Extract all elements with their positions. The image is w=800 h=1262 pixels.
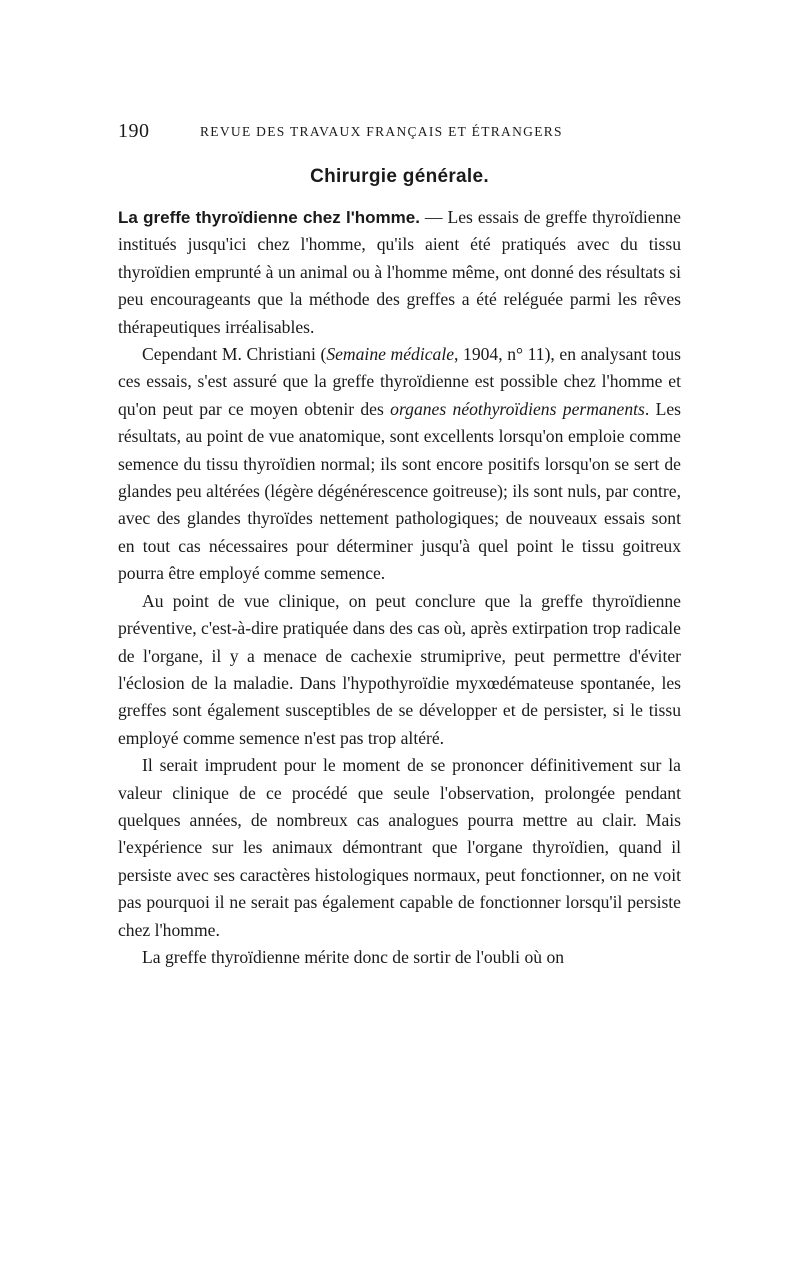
paragraph-1 [118, 204, 681, 341]
section-title: Chirurgie générale. [310, 166, 489, 187]
paragraph-3: Au point de vue clinique, on peut conclure que la greffe thyroïdienne préventive, c'est-à-dire pratiquée dans des cas où, après extirpation trop radicale de l'organe, il y a menace de cachexie strumiprive, peut permettre d'éviter l'éclosion de la maladie. Dans l'hypothyroïdie myxœdémateuse spontanée, les greffes sont également susceptibles de se développer et de persister, si le tissu employé comme semence n'est pas trop altéré. [118, 590, 681, 748]
paragraph-2-part-b: , 1904, n° 11), en analysant tous ces essais, s'est assuré que la greffe thyroïdienne est possible chez l'homme et qu'on peut par ce moyen obtenir des [118, 344, 681, 419]
emphasized-term: organes néothyroïdiens permanents [390, 398, 645, 419]
book-page [118, 120, 681, 971]
paragraph-2 [118, 341, 681, 588]
article-title: La greffe thyroïdienne chez l'homme. [118, 208, 420, 227]
page-number: 190 [118, 120, 150, 142]
paragraph-5: La greffe thyroïdienne mérite donc de sortir de l'oubli où on [142, 946, 565, 967]
running-title: REVUE DES TRAVAUX FRANÇAIS ET ÉTRANGERS [200, 124, 563, 139]
paragraph-2-part-a: Cependant M. Christiani ( [142, 344, 327, 365]
running-head [118, 120, 681, 146]
paragraph-1-text: — Les essais de greffe thyroïdienne institués jusqu'ici chez l'homme, qu'ils aient été pratiqués avec du tissu thyroïdien emprunté à un animal ou à l'homme même, ont donné des résultats si peu encourageants que la méthode des greffes a été reléguée parmi les rêves thérapeutiques irréalisables. [118, 207, 681, 337]
paragraph-4: Il serait imprudent pour le moment de se prononcer définitivement sur la valeur clinique de ce procédé que seule l'observation, prolongée pendant quelques années, de nombreux cas analogues pourra mettre au clair. Mais l'expérience sur les animaux démontrant que l'organe thyroïdien, quand il persiste avec ses caractères histologiques normaux, peut fonctionner, on ne voit pas pourquoi il ne serait pas également capable de fonctionner lorsqu'il persiste chez l'homme. [118, 755, 681, 940]
paragraph-2-part-c: . Les résultats, au point de vue anatomique, sont excellents lorsqu'on emploie comme semence du tissu thyroïdien normal; ils sont encore positifs lorsqu'on se sert de glandes peu altérées (légère dégénérescence goitreuse); ils sont nuls, par contre, avec des glandes thyroïdes nettement pathologiques; de nouveaux essais sont en tout cas nécessaires pour déterminer jusqu'à quel point le tissu goitreux pourra être employé comme semence. [118, 398, 681, 584]
journal-citation: Semaine médicale [326, 344, 455, 365]
